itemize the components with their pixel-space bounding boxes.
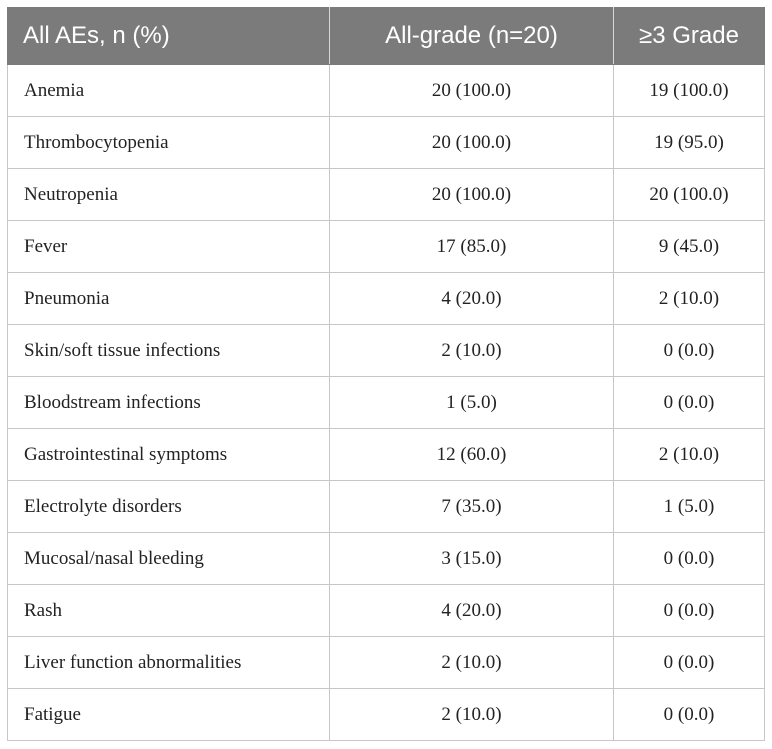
header-grade-3-plus: ≥3 Grade (614, 8, 765, 65)
all-grade-cell: 7 (35.0) (330, 481, 614, 533)
adverse-events-table (7, 7, 765, 741)
header-all-grade: All-grade (n=20) (330, 8, 614, 65)
grade-3-plus-cell: 19 (100.0) (614, 65, 765, 117)
table-row (8, 325, 765, 377)
event-name-cell: Fatigue (8, 689, 330, 741)
grade-3-plus-cell: 2 (10.0) (614, 273, 765, 325)
all-grade-cell: 1 (5.0) (330, 377, 614, 429)
table-body (8, 65, 765, 741)
table-header (8, 8, 765, 65)
grade-3-plus-cell: 0 (0.0) (614, 689, 765, 741)
table-row (8, 377, 765, 429)
event-name-cell: Thrombocytopenia (8, 117, 330, 169)
event-name-cell: Pneumonia (8, 273, 330, 325)
all-grade-cell: 12 (60.0) (330, 429, 614, 481)
all-grade-cell: 20 (100.0) (330, 117, 614, 169)
table-row (8, 221, 765, 273)
table-row (8, 533, 765, 585)
all-grade-cell: 4 (20.0) (330, 273, 614, 325)
event-name-cell: Skin/soft tissue infections (8, 325, 330, 377)
all-grade-cell: 20 (100.0) (330, 169, 614, 221)
table-row (8, 637, 765, 689)
all-grade-cell: 4 (20.0) (330, 585, 614, 637)
grade-3-plus-cell: 0 (0.0) (614, 637, 765, 689)
all-grade-cell: 2 (10.0) (330, 325, 614, 377)
event-name-cell: Bloodstream infections (8, 377, 330, 429)
grade-3-plus-cell: 19 (95.0) (614, 117, 765, 169)
event-name-cell: Anemia (8, 65, 330, 117)
grade-3-plus-cell: 9 (45.0) (614, 221, 765, 273)
all-grade-cell: 20 (100.0) (330, 65, 614, 117)
event-name-cell: Fever (8, 221, 330, 273)
header-all-aes: All AEs, n (%) (8, 8, 330, 65)
event-name-cell: Neutropenia (8, 169, 330, 221)
header-row (8, 8, 765, 65)
all-grade-cell: 3 (15.0) (330, 533, 614, 585)
table-row (8, 429, 765, 481)
table-row (8, 689, 765, 741)
table-row (8, 169, 765, 221)
all-grade-cell: 2 (10.0) (330, 689, 614, 741)
grade-3-plus-cell: 0 (0.0) (614, 533, 765, 585)
table-row (8, 65, 765, 117)
table-row (8, 481, 765, 533)
adverse-events-table-container (7, 7, 764, 741)
event-name-cell: Electrolyte disorders (8, 481, 330, 533)
grade-3-plus-cell: 20 (100.0) (614, 169, 765, 221)
grade-3-plus-cell: 2 (10.0) (614, 429, 765, 481)
event-name-cell: Liver function abnormalities (8, 637, 330, 689)
all-grade-cell: 17 (85.0) (330, 221, 614, 273)
grade-3-plus-cell: 0 (0.0) (614, 325, 765, 377)
table-row (8, 273, 765, 325)
grade-3-plus-cell: 1 (5.0) (614, 481, 765, 533)
event-name-cell: Gastrointestinal symptoms (8, 429, 330, 481)
grade-3-plus-cell: 0 (0.0) (614, 377, 765, 429)
table-row (8, 117, 765, 169)
event-name-cell: Mucosal/nasal bleeding (8, 533, 330, 585)
event-name-cell: Rash (8, 585, 330, 637)
grade-3-plus-cell: 0 (0.0) (614, 585, 765, 637)
table-row (8, 585, 765, 637)
all-grade-cell: 2 (10.0) (330, 637, 614, 689)
